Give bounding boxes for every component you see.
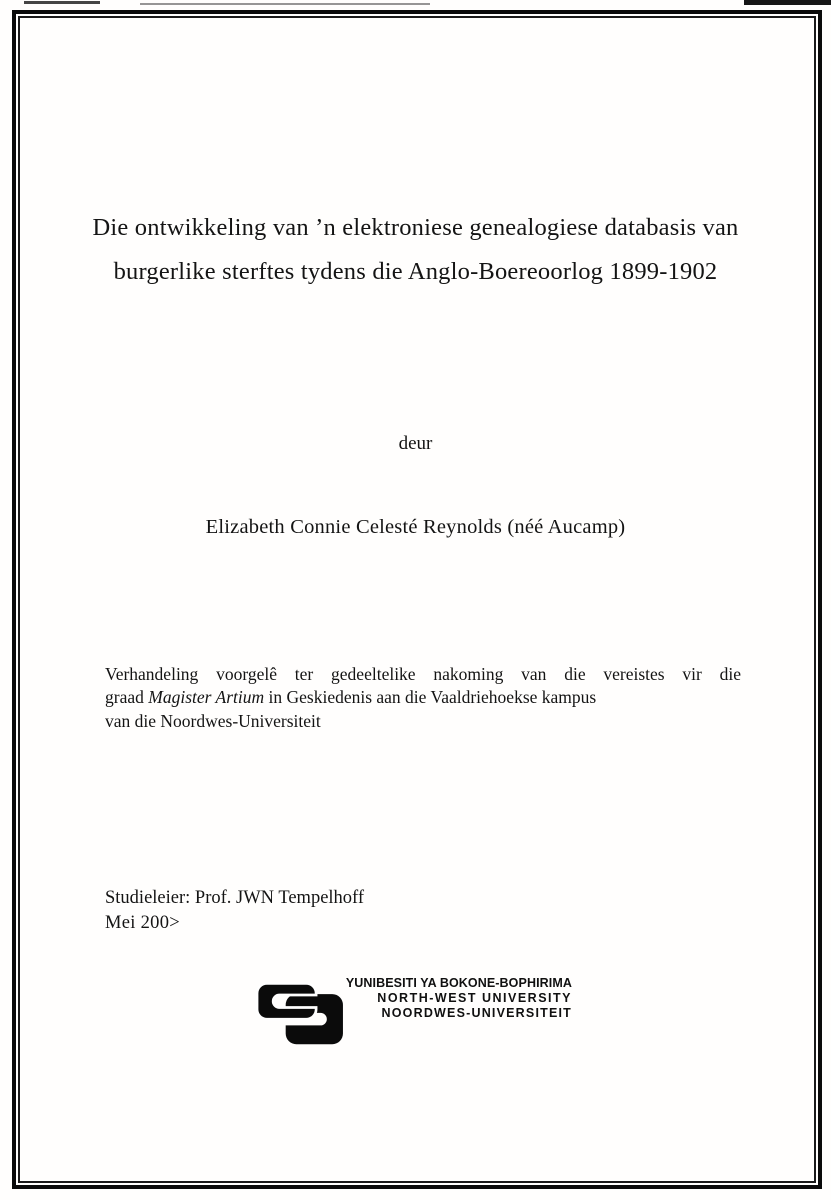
university-name-setswana: YUNIBESITI YA BOKONE-BOPHIRIMA: [345, 976, 572, 990]
title-line-2: burgerlike sterftes tydens die Anglo-Boereoorlog 1899-1902: [113, 258, 718, 285]
scan-artifact: [24, 1, 100, 4]
supervisor-line: Studieleier: Prof. JWN Tempelhoff: [105, 888, 365, 908]
date-line: Mei 200>: [105, 913, 181, 933]
author-name: Elizabeth Connie Celesté Reynolds (néé Aucamp): [205, 516, 626, 538]
declaration-line-3: van die Noordwes-Universiteit: [105, 710, 321, 731]
scan-artifact: [744, 0, 831, 5]
university-name-block: [300, 976, 572, 1022]
declaration-line-2: [105, 686, 741, 709]
university-name-english: NORTH-WEST UNIVERSITY: [377, 991, 572, 1006]
scan-artifact: [140, 3, 430, 5]
university-name-afrikaans: NOORDWES-UNIVERSITEIT: [381, 1006, 572, 1021]
declaration-line-2-pre: graad: [105, 687, 149, 708]
degree-declaration: [105, 663, 741, 733]
declaration-line-2-post: in Geskiedenis aan die Vaaldriehoekse kampus: [264, 687, 597, 708]
thesis-title: [60, 206, 771, 294]
degree-name-italic: Magister Artium: [148, 687, 265, 708]
supervisor-block: [105, 886, 364, 936]
declaration-line-1: Verhandeling voorgelê ter gedeeltelike nakoming van die vereistes vir die: [105, 664, 741, 684]
title-line-1: Die ontwikkeling van ’n elektroniese genealogiese databasis van: [92, 214, 739, 241]
byline-label: deur: [398, 433, 433, 454]
